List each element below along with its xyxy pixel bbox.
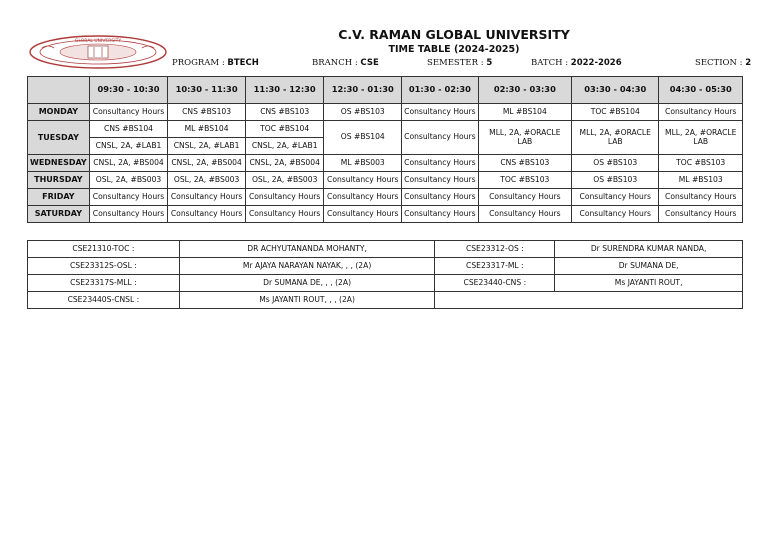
class-cell: CNSL, 2A, #BS004 [89, 155, 168, 172]
class-cell: Consultancy Hours [89, 206, 168, 223]
day-label: MONDAY [28, 104, 90, 121]
section-label: SECTION : [695, 58, 743, 68]
day-label: WEDNESDAY [28, 155, 90, 172]
class-cell: Consultancy Hours [168, 189, 246, 206]
course-code: CSE23440S-CNSL : [28, 292, 180, 309]
class-cell: OS #BS103 [324, 104, 402, 121]
semester-label: SEMESTER : [427, 58, 484, 68]
class-cell: Consultancy Hours [402, 121, 479, 155]
class-cell: Consultancy Hours [659, 189, 743, 206]
slot-header: 03:30 - 04:30 [572, 77, 659, 104]
branch-field [312, 58, 379, 68]
class-cell: CNSL, 2A, #LAB1 [89, 138, 168, 155]
class-cell: CNSL, 2A, #LAB1 [168, 138, 246, 155]
class-cell: OSL, 2A, #BS003 [245, 172, 324, 189]
class-cell: MLL, 2A, #ORACLE LAB [659, 121, 743, 155]
class-cell: Consultancy Hours [402, 189, 479, 206]
class-cell: CNS #BS103 [245, 104, 324, 121]
slot-header: 01:30 - 02:30 [402, 77, 479, 104]
slot-header: 11:30 - 12:30 [245, 77, 324, 104]
thursday-row [28, 172, 743, 189]
class-cell: ML #BS104 [168, 121, 246, 138]
saturday-row [28, 206, 743, 223]
class-cell: CNS #BS103 [478, 155, 571, 172]
program-field [172, 58, 259, 68]
university-name: C.V. RAMAN GLOBAL UNIVERSITY [338, 27, 570, 42]
class-cell: Consultancy Hours [324, 172, 402, 189]
timetable-title: TIME TABLE (2024-2025) [388, 44, 520, 55]
faculty-name: Ms JAYANTI ROUT, [555, 275, 743, 292]
class-cell: ML #BS103 [659, 172, 743, 189]
class-cell: Consultancy Hours [659, 206, 743, 223]
faculty-name: Mr AJAYA NARAYAN NAYAK, , , (2A) [179, 258, 435, 275]
slot-header: 04:30 - 05:30 [659, 77, 743, 104]
friday-row [28, 189, 743, 206]
class-cell: Consultancy Hours [245, 189, 324, 206]
faculty-row [28, 292, 743, 309]
day-label: TUESDAY [28, 121, 90, 155]
course-code: CSE23312S-OSL : [28, 258, 180, 275]
class-cell: Consultancy Hours [324, 206, 402, 223]
class-cell: TOC #BS104 [572, 104, 659, 121]
class-cell: OSL, 2A, #BS003 [89, 172, 168, 189]
class-cell: MLL, 2A, #ORACLE LAB [478, 121, 571, 155]
faculty-row [28, 275, 743, 292]
empty-cell [435, 292, 743, 309]
day-label: THURSDAY [28, 172, 90, 189]
class-cell: TOC #BS103 [478, 172, 571, 189]
faculty-row [28, 241, 743, 258]
day-label: FRIDAY [28, 189, 90, 206]
class-cell: CNS #BS104 [89, 121, 168, 138]
class-cell: CNSL, 2A, #BS004 [168, 155, 246, 172]
faculty-name: Dr SUMANA DE, , , (2A) [179, 275, 435, 292]
class-cell: Consultancy Hours [659, 104, 743, 121]
class-cell: Consultancy Hours [402, 155, 479, 172]
class-cell: Consultancy Hours [402, 172, 479, 189]
class-cell: CNSL, 2A, #LAB1 [245, 138, 324, 155]
class-cell: Consultancy Hours [402, 206, 479, 223]
logo-text: GLOBAL UNIVERSITY [74, 39, 122, 44]
semester-value: 5 [486, 58, 493, 68]
class-cell: CNSL, 2A, #BS004 [245, 155, 324, 172]
wednesday-row [28, 155, 743, 172]
slot-header: 12:30 - 01:30 [324, 77, 402, 104]
class-cell: OS #BS103 [572, 155, 659, 172]
monday-row [28, 104, 743, 121]
section-value: 2 [745, 58, 752, 68]
class-cell: Consultancy Hours [572, 189, 659, 206]
class-cell: MLL, 2A, #ORACLE LAB [572, 121, 659, 155]
class-cell: Consultancy Hours [572, 206, 659, 223]
batch-field [531, 58, 622, 68]
faculty-name: Ms JAYANTI ROUT, , , (2A) [179, 292, 435, 309]
faculty-name: Dr SURENDRA KUMAR NANDA, [555, 241, 743, 258]
faculty-table [27, 240, 743, 309]
slot-header-row [28, 77, 743, 104]
class-cell: Consultancy Hours [245, 206, 324, 223]
slot-header: 02:30 - 03:30 [478, 77, 571, 104]
batch-label: BATCH : [531, 58, 569, 68]
class-cell: OSL, 2A, #BS003 [168, 172, 246, 189]
class-cell: Consultancy Hours [402, 104, 479, 121]
branch-value: CSE [360, 58, 379, 68]
class-cell: ML #BS003 [324, 155, 402, 172]
course-code: CSE23317S-MLL : [28, 275, 180, 292]
class-cell: CNS #BS103 [168, 104, 246, 121]
slot-header: 10:30 - 11:30 [168, 77, 246, 104]
class-cell: OS #BS103 [572, 172, 659, 189]
class-cell: Consultancy Hours [478, 189, 571, 206]
class-cell: OS #BS104 [324, 121, 402, 155]
course-code: CSE21310-TOC : [28, 241, 180, 258]
tuesday-row [28, 121, 743, 138]
batch-value: 2022-2026 [570, 58, 622, 68]
program-label: PROGRAM : [172, 58, 225, 68]
class-cell: TOC #BS104 [245, 121, 324, 138]
class-cell: Consultancy Hours [89, 104, 168, 121]
faculty-name: DR ACHYUTANANDA MOHANTY, [179, 241, 435, 258]
course-code: CSE23312-OS : [435, 241, 555, 258]
slot-header: 09:30 - 10:30 [89, 77, 168, 104]
class-cell: Consultancy Hours [324, 189, 402, 206]
class-cell: Consultancy Hours [89, 189, 168, 206]
corner-cell [28, 77, 90, 104]
program-value: BTECH [227, 58, 259, 68]
semester-field [427, 58, 492, 68]
class-cell: ML #BS104 [478, 104, 571, 121]
course-code: CSE23440-CNS : [435, 275, 555, 292]
faculty-name: Dr SUMANA DE, [555, 258, 743, 275]
course-code: CSE23317-ML : [435, 258, 555, 275]
faculty-row [28, 258, 743, 275]
day-label: SATURDAY [28, 206, 90, 223]
class-cell: Consultancy Hours [168, 206, 246, 223]
branch-label: BRANCH : [312, 58, 358, 68]
class-cell: TOC #BS103 [659, 155, 743, 172]
timetable-grid [27, 76, 743, 223]
class-cell: Consultancy Hours [478, 206, 571, 223]
section-field [695, 58, 751, 68]
